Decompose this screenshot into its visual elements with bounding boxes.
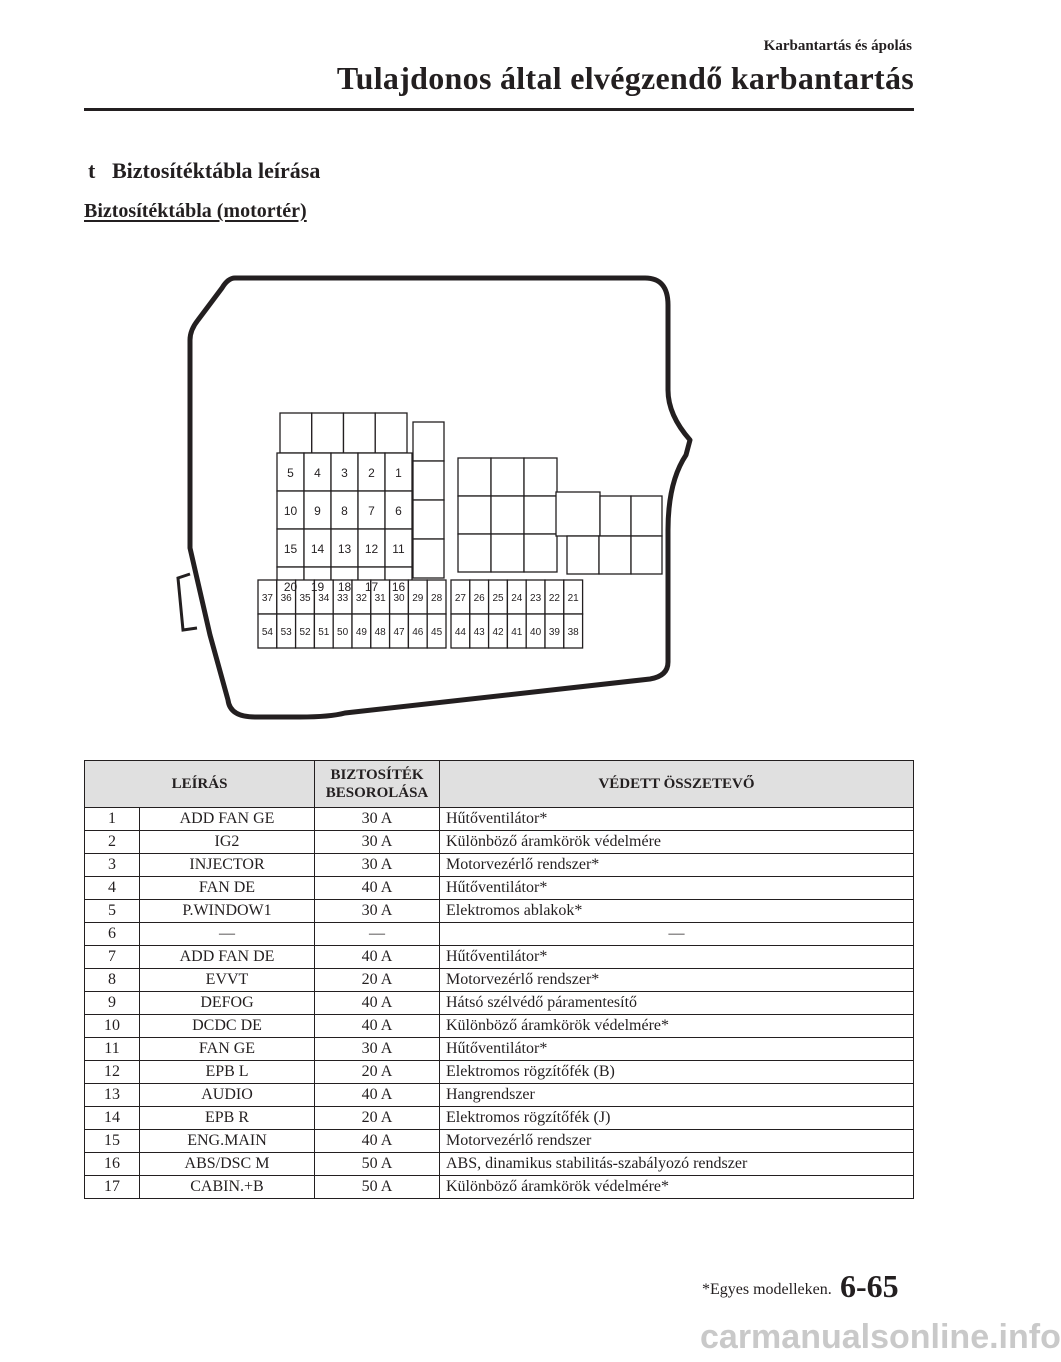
relay-slot bbox=[344, 413, 376, 453]
table-row bbox=[85, 1153, 914, 1176]
fuse-position-label: 54 bbox=[261, 627, 273, 638]
fuse-table bbox=[84, 760, 914, 1199]
fuse-description: FAN DE bbox=[140, 877, 315, 900]
col-header-rating: BIZTOSÍTÉK BESOROLÁSA bbox=[315, 761, 440, 808]
fuse-number: 9 bbox=[85, 992, 140, 1015]
col-header-description: LEÍRÁS bbox=[85, 761, 315, 808]
page-title: Tulajdonos által elvégzendő karbantartás bbox=[336, 60, 914, 96]
protected-component: Motorvezérlő rendszer bbox=[440, 1130, 914, 1153]
fuse-rating: 40 A bbox=[315, 992, 440, 1015]
fuse-position-label: 1 bbox=[395, 466, 402, 480]
fuse-rating: 50 A bbox=[315, 1176, 440, 1199]
fuse-rating: 20 A bbox=[315, 1061, 440, 1084]
fuse-position-label: 21 bbox=[567, 593, 579, 604]
fuse-position-label: 16 bbox=[391, 580, 406, 594]
fuse-position-label: 8 bbox=[341, 504, 348, 518]
fuse-rating: 30 A bbox=[315, 831, 440, 854]
fuse-position-label: 45 bbox=[431, 627, 443, 638]
fuse-position-label: 2 bbox=[368, 466, 375, 480]
page-number: 6-65 bbox=[840, 1268, 899, 1304]
connector-tab bbox=[178, 574, 197, 630]
relay-slot bbox=[413, 461, 444, 500]
fuse-position-label: 43 bbox=[473, 627, 485, 638]
section-label: Karbantartás és ápolás bbox=[763, 38, 912, 54]
fuse-number: 2 bbox=[85, 831, 140, 854]
fuse-position-label: 5 bbox=[287, 466, 294, 480]
table-header-row bbox=[85, 761, 914, 808]
fuse-rating: 20 A bbox=[315, 1107, 440, 1130]
watermark-text: carmanualsonline.info bbox=[700, 1318, 1061, 1356]
fuse-number: 7 bbox=[85, 946, 140, 969]
protected-component: Motorvezérlő rendszer* bbox=[440, 854, 914, 877]
fuse-position-label: 12 bbox=[364, 542, 379, 556]
protected-component: Elektromos rögzítőfék (J) bbox=[440, 1107, 914, 1130]
fuse-position-label: 13 bbox=[337, 542, 352, 556]
fuse-position-label: 11 bbox=[392, 542, 405, 556]
fuse-position-label: 3 bbox=[341, 466, 348, 480]
fuse-number: 10 bbox=[85, 1015, 140, 1038]
protected-component: Hűtőventilátor* bbox=[440, 808, 914, 831]
fuse-number: 1 bbox=[85, 808, 140, 831]
relay-slot bbox=[280, 413, 312, 453]
relay-slot bbox=[413, 422, 444, 461]
fuse-number: 12 bbox=[85, 1061, 140, 1084]
fuse-position-label: 35 bbox=[299, 593, 311, 604]
fuse-rating: 40 A bbox=[315, 1130, 440, 1153]
fuse-position-label: 42 bbox=[492, 627, 504, 638]
fuse-position-label: 31 bbox=[374, 593, 386, 604]
fuse-position-label: 32 bbox=[355, 593, 367, 604]
fuse-description: DEFOG bbox=[140, 992, 315, 1015]
table-row bbox=[85, 1130, 914, 1153]
relay-slot bbox=[599, 536, 631, 574]
fuse-rating: 50 A bbox=[315, 1153, 440, 1176]
fuse-rating: 40 A bbox=[315, 1015, 440, 1038]
relay-slot bbox=[524, 458, 557, 496]
fuse-number: 13 bbox=[85, 1084, 140, 1107]
table-row bbox=[85, 1084, 914, 1107]
table-row bbox=[85, 877, 914, 900]
fuse-number: 8 bbox=[85, 969, 140, 992]
fuse-rating: 20 A bbox=[315, 969, 440, 992]
fuse-position-label: 41 bbox=[511, 627, 523, 638]
fuse-number: 11 bbox=[85, 1038, 140, 1061]
fuse-position-label: 36 bbox=[280, 593, 292, 604]
footnote: *Egyes modelleken. bbox=[702, 1281, 832, 1298]
fuse-rating: — bbox=[315, 923, 440, 946]
fuse-number: 4 bbox=[85, 877, 140, 900]
subheading: Biztosítéktábla (motortér) bbox=[84, 200, 307, 222]
fuse-description: CABIN.+B bbox=[140, 1176, 315, 1199]
table-row bbox=[85, 831, 914, 854]
fuse-description: P.WINDOW1 bbox=[140, 900, 315, 923]
fuse-description: DCDC DE bbox=[140, 1015, 315, 1038]
relay-slot bbox=[375, 413, 407, 453]
fuse-position-label: 30 bbox=[393, 593, 405, 604]
fuse-position-label: 26 bbox=[473, 593, 485, 604]
col-header-component: VÉDETT ÖSSZETEVŐ bbox=[440, 761, 914, 808]
protected-component: — bbox=[440, 923, 914, 946]
fuse-position-label: 27 bbox=[454, 593, 466, 604]
fuse-position-label: 34 bbox=[318, 593, 330, 604]
fuse-rating: 40 A bbox=[315, 946, 440, 969]
fuse-position-label: 18 bbox=[337, 580, 352, 594]
table-row bbox=[85, 1038, 914, 1061]
fuse-position-label: 22 bbox=[548, 593, 560, 604]
fuse-position-label: 47 bbox=[393, 627, 405, 638]
protected-component: Különböző áramkörök védelmére* bbox=[440, 1176, 914, 1199]
relay-slot bbox=[458, 496, 491, 534]
table-row bbox=[85, 923, 914, 946]
protected-component: Hűtőventilátor* bbox=[440, 1038, 914, 1061]
relay-slot bbox=[458, 458, 491, 496]
fuse-position-label: 48 bbox=[374, 627, 386, 638]
table-row bbox=[85, 1061, 914, 1084]
fuse-description: AUDIO bbox=[140, 1084, 315, 1107]
fuse-description: ADD FAN DE bbox=[140, 946, 315, 969]
heading-bullet: t bbox=[88, 158, 96, 183]
fuse-description: IG2 bbox=[140, 831, 315, 854]
fuse-position-label: 53 bbox=[280, 627, 292, 638]
fuse-rating: 40 A bbox=[315, 1084, 440, 1107]
fuse-description: — bbox=[140, 923, 315, 946]
fuse-description: ENG.MAIN bbox=[140, 1130, 315, 1153]
relay-slot bbox=[524, 496, 557, 534]
fuse-position-label: 25 bbox=[492, 593, 504, 604]
fuse-position-label: 49 bbox=[355, 627, 367, 638]
relay-slot bbox=[413, 539, 444, 578]
fuse-position-label: 4 bbox=[314, 466, 321, 480]
relay-slot bbox=[491, 496, 524, 534]
protected-component: Hűtőventilátor* bbox=[440, 946, 914, 969]
section-heading bbox=[88, 158, 320, 184]
fuse-number: 14 bbox=[85, 1107, 140, 1130]
fuse-position-label: 40 bbox=[530, 627, 542, 638]
table-row bbox=[85, 900, 914, 923]
relay-slot bbox=[491, 458, 524, 496]
heading-text: Biztosítéktábla leírása bbox=[112, 158, 321, 183]
protected-component: Különböző áramkörök védelmére* bbox=[440, 1015, 914, 1038]
relay-slot bbox=[491, 534, 524, 572]
fuse-rating: 30 A bbox=[315, 900, 440, 923]
fuse-number: 17 bbox=[85, 1176, 140, 1199]
fuse-rating: 40 A bbox=[315, 877, 440, 900]
fuse-number: 3 bbox=[85, 854, 140, 877]
relay-slot bbox=[600, 496, 631, 536]
fuse-position-label: 14 bbox=[310, 542, 325, 556]
fuse-description: ABS/DSC M bbox=[140, 1153, 315, 1176]
relay-slot bbox=[458, 534, 491, 572]
fuse-block-diagram bbox=[0, 260, 960, 730]
protected-component: Különböző áramkörök védelmére bbox=[440, 831, 914, 854]
table-row bbox=[85, 808, 914, 831]
protected-component: ABS, dinamikus stabilitás-szabályozó rendszer bbox=[440, 1153, 914, 1176]
relay-slot bbox=[556, 492, 600, 536]
table-row bbox=[85, 969, 914, 992]
fuse-position-label: 7 bbox=[368, 504, 375, 518]
protected-component: Hangrendszer bbox=[440, 1084, 914, 1107]
fuse-position-label: 6 bbox=[395, 504, 402, 518]
table-row bbox=[85, 992, 914, 1015]
protected-component: Motorvezérlő rendszer* bbox=[440, 969, 914, 992]
table-row bbox=[85, 1107, 914, 1130]
fuse-number: 16 bbox=[85, 1153, 140, 1176]
fuse-number: 5 bbox=[85, 900, 140, 923]
fuse-rating: 30 A bbox=[315, 854, 440, 877]
fuse-position-label: 52 bbox=[299, 627, 311, 638]
fuse-position-label: 15 bbox=[283, 542, 298, 556]
fuse-position-label: 33 bbox=[337, 593, 349, 604]
fuse-position-label: 46 bbox=[412, 627, 424, 638]
relay-slot bbox=[312, 413, 344, 453]
fuse-position-label: 38 bbox=[567, 627, 579, 638]
relay-slot bbox=[631, 496, 662, 536]
fuse-position-label: 19 bbox=[310, 580, 325, 594]
fuse-position-label: 37 bbox=[261, 593, 273, 604]
relay-slot bbox=[631, 536, 662, 574]
relay-slot bbox=[524, 534, 557, 572]
fuse-description: EPB L bbox=[140, 1061, 315, 1084]
fuse-description: EVVT bbox=[140, 969, 315, 992]
fuse-position-label: 9 bbox=[314, 504, 321, 518]
protected-component: Hátsó szélvédő páramentesítő bbox=[440, 992, 914, 1015]
header-rule bbox=[84, 108, 914, 111]
fuse-position-label: 17 bbox=[364, 580, 379, 594]
table-row bbox=[85, 1176, 914, 1199]
fuse-number: 6 bbox=[85, 923, 140, 946]
table-row bbox=[85, 854, 914, 877]
table-row bbox=[85, 946, 914, 969]
fuse-position-label: 20 bbox=[283, 580, 298, 594]
fuse-position-label: 24 bbox=[511, 593, 523, 604]
fuse-position-label: 29 bbox=[412, 593, 424, 604]
fuse-description: EPB R bbox=[140, 1107, 315, 1130]
fuse-position-label: 10 bbox=[283, 504, 298, 518]
fuse-position-label: 28 bbox=[431, 593, 443, 604]
fuse-position-label: 51 bbox=[318, 627, 330, 638]
fuse-description: INJECTOR bbox=[140, 854, 315, 877]
protected-component: Elektromos rögzítőfék (B) bbox=[440, 1061, 914, 1084]
fuse-rating: 30 A bbox=[315, 808, 440, 831]
protected-component: Hűtőventilátor* bbox=[440, 877, 914, 900]
fuse-position-label: 44 bbox=[454, 627, 466, 638]
fuse-rating: 30 A bbox=[315, 1038, 440, 1061]
fuse-number: 15 bbox=[85, 1130, 140, 1153]
fuse-position-label: 23 bbox=[530, 593, 542, 604]
relay-slot bbox=[567, 536, 599, 574]
table-row bbox=[85, 1015, 914, 1038]
protected-component: Elektromos ablakok* bbox=[440, 900, 914, 923]
fuse-description: ADD FAN GE bbox=[140, 808, 315, 831]
relay-slot bbox=[413, 500, 444, 539]
fuse-position-label: 39 bbox=[548, 627, 560, 638]
fuse-description: FAN GE bbox=[140, 1038, 315, 1061]
fuse-position-label: 50 bbox=[337, 627, 349, 638]
